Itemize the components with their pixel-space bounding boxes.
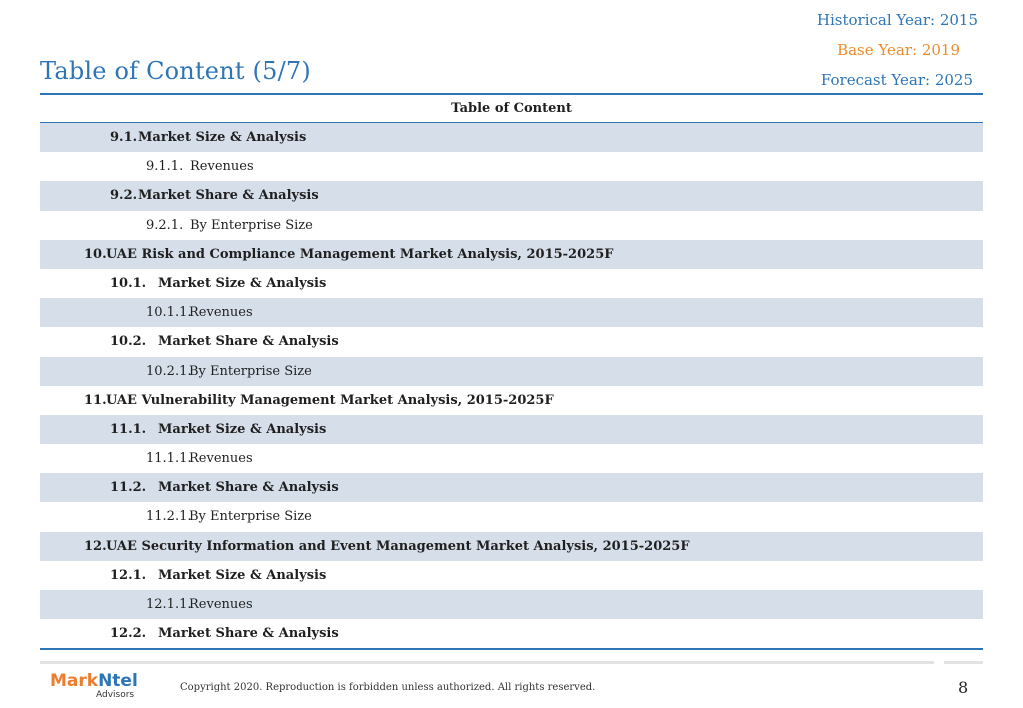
toc-heading: Table of Content — [451, 101, 572, 116]
toc-row-number: 11. — [84, 392, 107, 408]
toc-row-number: 10.1.1. — [146, 305, 192, 321]
toc-row-text: Market Share & Analysis — [158, 334, 339, 350]
toc-row-text: Market Size & Analysis — [158, 421, 327, 437]
toc-row-number: 9.2.1. — [146, 217, 184, 233]
footer-divider-short — [944, 661, 983, 664]
toc-bottom-divider — [40, 648, 983, 650]
toc-row-text: Revenues — [189, 305, 253, 321]
toc-row-text: Revenues — [190, 159, 254, 175]
toc-row-text: Market Size & Analysis — [138, 130, 307, 145]
toc-row-number: 9.1.1. — [146, 159, 184, 175]
toc-row-number: 9.2. — [110, 188, 138, 204]
logo-subtitle: Advisors — [96, 690, 135, 700]
forecast-year: Forecast Year: 2025 — [820, 71, 973, 89]
toc-row — [40, 298, 983, 327]
toc-row-text: Revenues — [189, 451, 253, 467]
toc-row-text: By Enterprise Size — [189, 509, 312, 525]
toc-row — [40, 386, 983, 415]
toc-row-text: By Enterprise Size — [190, 217, 313, 233]
page-title: Table of Content (5/7) — [40, 57, 311, 85]
toc-row-number: 10.2. — [110, 334, 147, 350]
toc-row-text: UAE Risk and Compliance Management Market Analysis, 2015-2025F — [106, 246, 614, 262]
toc-row-text: Market Share & Analysis — [158, 626, 339, 642]
toc-row-text: UAE Security Information and Event Management Market Analysis, 2015-2025F — [106, 538, 690, 554]
toc-row-number: 10.1. — [110, 275, 147, 291]
toc-row-number: 10.2.1. — [146, 363, 192, 379]
logo-mark-text: Mark — [50, 671, 99, 691]
toc-row — [40, 473, 983, 502]
toc-row-number: 11.1.1. — [146, 451, 192, 467]
title-divider — [40, 93, 983, 95]
toc-list — [40, 123, 983, 648]
base-year: Base Year: 2019 — [837, 41, 960, 59]
toc-row-number: 10. — [84, 246, 107, 262]
toc-row — [40, 152, 983, 181]
page-number: 8 — [958, 678, 969, 697]
toc-row — [40, 327, 983, 356]
logo-ntel-text: Ntel — [98, 671, 138, 691]
toc-row — [40, 211, 983, 240]
historical-year: Historical Year: 2015 — [816, 11, 978, 29]
toc-row — [40, 444, 983, 473]
toc-row — [40, 415, 983, 444]
toc-row-number: 12.2. — [110, 626, 147, 642]
footer-divider — [40, 661, 934, 664]
toc-row — [40, 181, 983, 210]
toc-row-number: 11.1. — [110, 421, 147, 437]
toc-row-text: Revenues — [189, 597, 253, 612]
toc-row — [40, 123, 983, 152]
toc-row-text: UAE Vulnerability Management Market Analysis, 2015-2025F — [106, 392, 554, 408]
toc-row-text: Market Size & Analysis — [158, 275, 327, 291]
toc-row-text: Market Share & Analysis — [158, 480, 339, 496]
toc-row — [40, 590, 983, 619]
toc-row — [40, 240, 983, 269]
toc-row-text: Market Share & Analysis — [138, 188, 319, 204]
company-logo — [50, 671, 138, 700]
toc-row-number: 12.1.1. — [146, 597, 192, 612]
toc-row — [40, 561, 983, 590]
toc-row — [40, 502, 983, 531]
toc-row-text: By Enterprise Size — [189, 363, 312, 379]
copyright-notice: Copyright 2020. Reproduction is forbidden unless authorized. All rights reserved. — [180, 682, 596, 693]
toc-row — [40, 619, 983, 648]
toc-row — [40, 269, 983, 298]
toc-row-number: 12.1. — [110, 567, 147, 583]
toc-row — [40, 357, 983, 386]
toc-row-number: 12. — [84, 538, 107, 554]
toc-row-number: 9.1. — [110, 130, 138, 145]
toc-row — [40, 532, 983, 561]
toc-row-number: 11.2. — [110, 480, 147, 496]
toc-row-text: Market Size & Analysis — [158, 567, 327, 583]
toc-row-number: 11.2.1. — [146, 509, 192, 525]
